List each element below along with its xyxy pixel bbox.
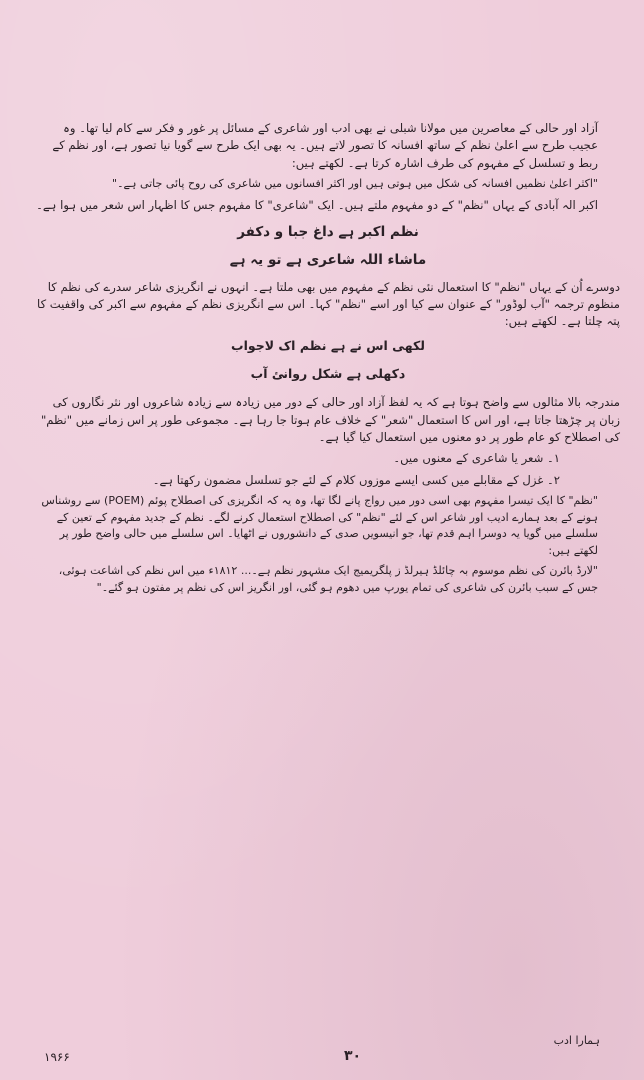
- verse-akbar-2: [36, 337, 620, 385]
- page-number: ۳۰: [344, 1048, 362, 1064]
- quote-shibli: "اکثر اعلیٰ نظمیں افسانہ کی شکل میں ہوتی ہیں اور اکثر افسانوں میں شاعری کی روح پائی جاتی ہے۔": [112, 177, 598, 191]
- paragraph-byron: "لارڈ بائرن کی نظم موسوم بہ چائلڈ ہیرلڈ ز پلگریمیج ایک مشہور نظم ہے۔... ۱۸۱۲ء میں اس نظم کی اشاعت ہوئی، جس کے سبب بائرن کی شاعری کی تمام یورپ میں دھوم ہو گئی، اور انگریز اس کی نظم پر مفتون ہو گئے۔": [58, 564, 598, 594]
- paragraph-shibli: آزاد اور حالی کے معاصرین میں مولانا شبلی نے بھی ادب اور شاعری کے مسائل پر غور و فکر سے کام لیا تھا۔ وہ عجیب طرح سے اعلیٰ نظم کے ساتھ افسانہ کا تصور لاتے ہیں۔ یہ بھی ایک طرح سے گویا نیا تصور ہے، اور نظم کے ربط و تسلسل کے مفہوم کی طرف اشارہ کرتا ہے۔ لکھتے ہیں:: [52, 121, 598, 170]
- verse-line: ماشاء اللہ شاعری ہے تو یہ ہے: [229, 252, 427, 269]
- paragraph-akbar-2: دوسرے اُن کے یہاں "نظم" کا استعمال نئی نظم کے مفہوم میں بھی ملتا ہے۔ انہوں نے انگریزی شاعر سدرے کی نظم کا منظوم ترجمہ "آب لوڈور" کے عنوان سے کیا اور اسے "نظم" کہا۔ اس سے انگریزی نظم کے مفہوم سے اکبر کی واقفیت کا پتہ چلتا ہے۔ لکھتے ہیں:: [37, 279, 620, 329]
- meanings-list: [36, 450, 620, 489]
- verse-line: نظم اکبر ہے داغ جبا و دکفر: [237, 224, 419, 241]
- footer-year: ۱۹۶۶: [44, 1050, 70, 1064]
- list-item: ۲۔ غزل کے مقابلے میں کسی ایسے موزوں کلام کے لئے جو تسلسل مضمون رکھتا ہے۔: [152, 472, 560, 487]
- verse-line: لکھی اس نے ہے نظم اک لاجواب: [231, 337, 425, 353]
- list-item: ۱۔ شعر یا شاعری کے معنوں میں۔: [393, 451, 560, 466]
- footer-label: ہمارا ادب: [553, 1034, 600, 1047]
- body-text: [36, 120, 620, 600]
- paragraph-poem: "نظم" کا ایک تیسرا مفہوم بھی اسی دور میں رواج پانے لگا تھا، وہ یہ کہ انگریزی کی اصطلاح پوئم (POEM) سے روشناس ہونے کے بعد ہمارے ادیب اور شاعر اس کے لئے "نظم" کی اصطلاح استعمال کرنے لگے۔ نظم کے جدید مفہوم کے تعین کے سلسلے میں گویا یہ دوسرا اہم قدم تھا، جو انیسویں صدی کے دانشوروں نے اٹھایا۔ اس سلسلے میں حالی واضح طور پر لکھتے ہیں:: [41, 494, 598, 557]
- verse-line: دکھلی ہے شکل روانئ آب: [250, 366, 406, 382]
- verse-akbar-1: [36, 222, 620, 271]
- page-footer: [44, 1034, 600, 1072]
- paragraph-akbar: اکبر الہ آبادی کے یہاں "نظم" کے دو مفہوم ملتے ہیں۔ ایک "شاعری" کا مفہوم جس کا اظہار اس شعر میں ہوا ہے۔: [36, 197, 598, 212]
- paragraph-summary: مندرجہ بالا مثالوں سے واضح ہوتا ہے کہ یہ لفظ آزاد اور حالی کے دور میں زیادہ سے زیادہ شاعروں اور نثر نگاروں کی زبان پر چڑھتا جاتا ہے، اور اس کا استعمال "شعر" کے خلاف عام ہوتا جا رہا ہے۔ مجموعی طور پر اس زمانے میں "نظم" کی اصطلاح کو عام طور پر دو معنوں میں استعمال کیا گیا ہے۔: [40, 395, 620, 445]
